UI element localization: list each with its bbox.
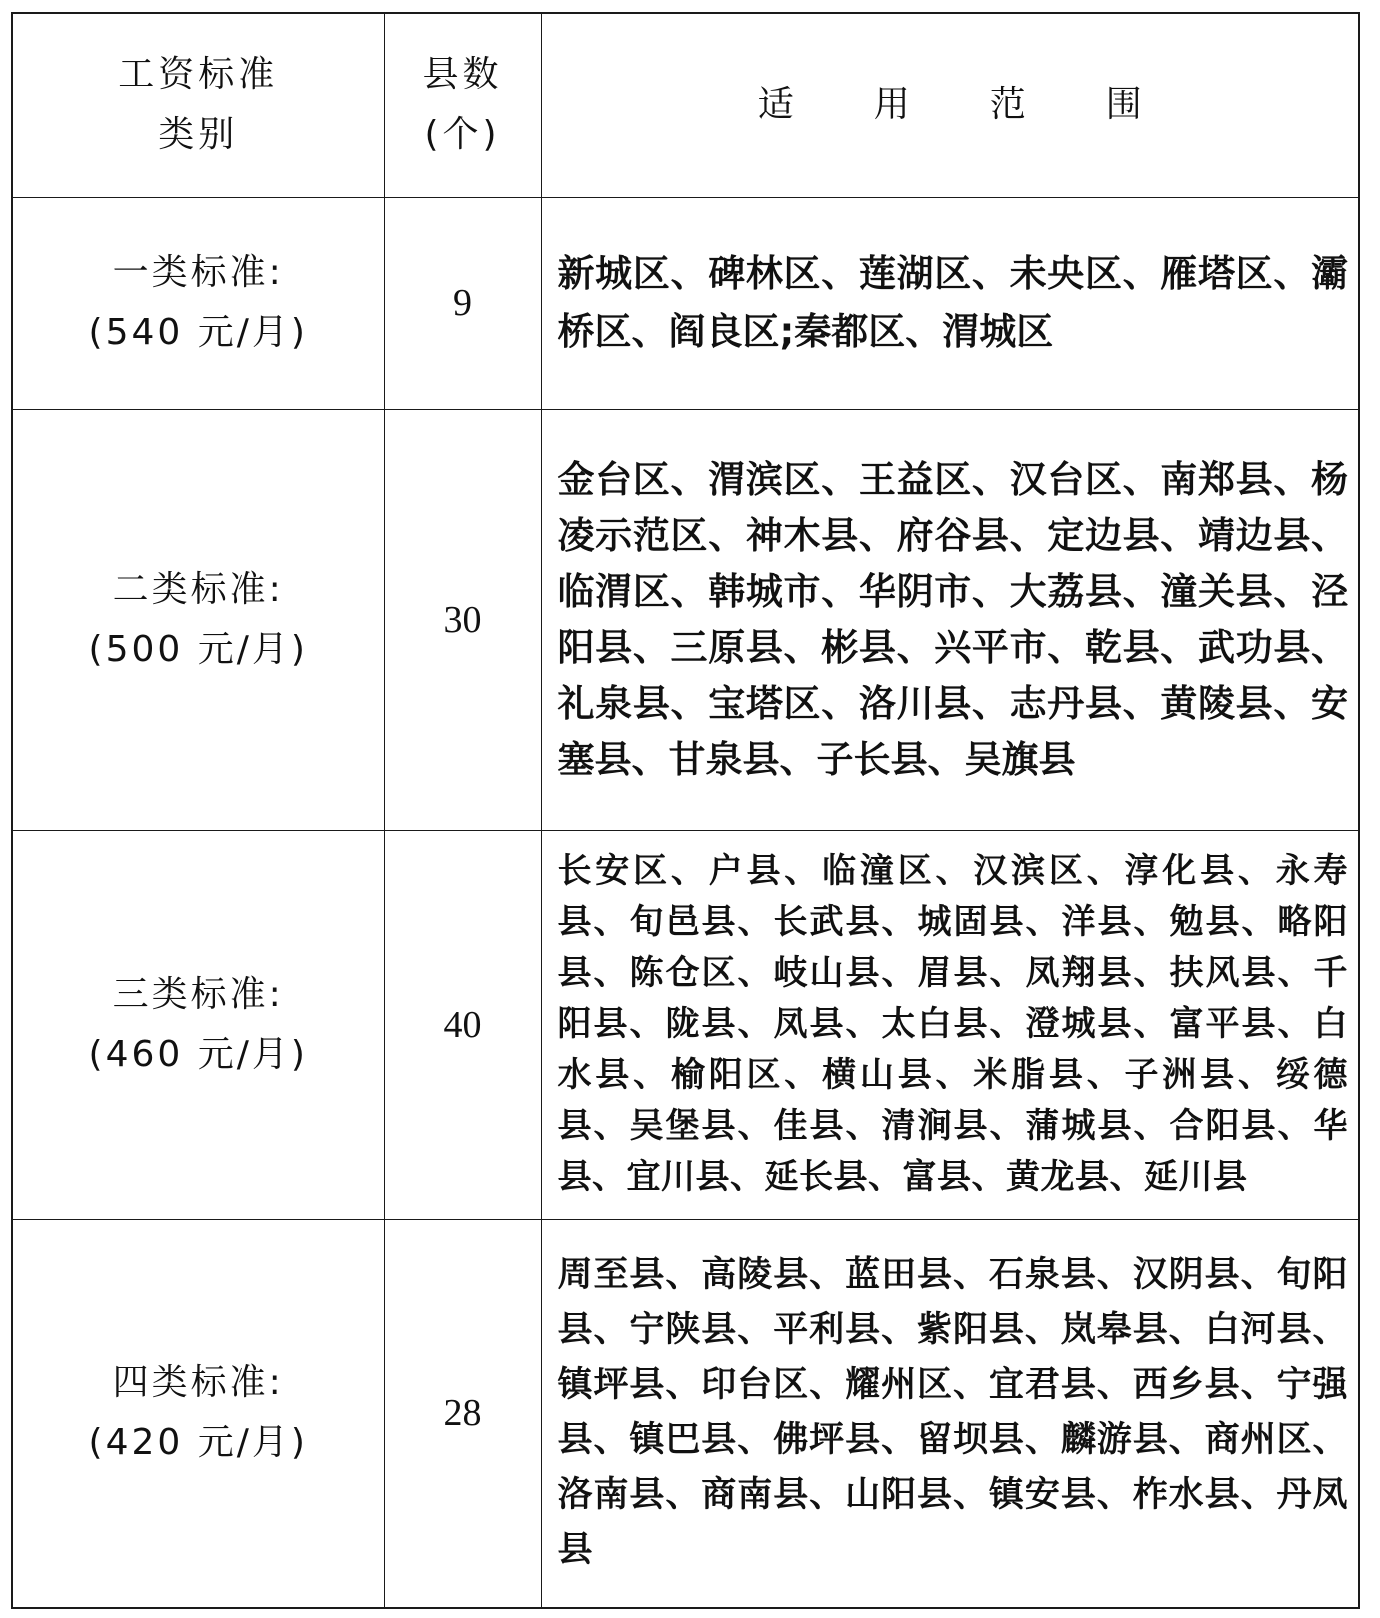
table-row	[13, 830, 1358, 1219]
category-name: 一类标准:	[112, 252, 284, 293]
category-cell	[13, 409, 384, 830]
category-name: 四类标准:	[112, 1362, 284, 1404]
category-name: 三类标准:	[112, 973, 284, 1015]
table-row	[13, 197, 1358, 409]
category-name: 二类标准:	[112, 568, 284, 610]
header-count-line2: (个)	[424, 114, 501, 156]
scope-list: 金台区、渭滨区、王益区、汉台区、南郑县、杨凌示范区、神木县、府谷县、定边县、靖边县、临渭区、韩城市、华阴市、大荔县、潼关县、泾阳县、三原县、彬县、兴平市、乾县、武功县、礼泉县、宝塔区、洛川县、志丹县、黄陵县、安塞县、甘泉县、子长县、吴旗县	[541, 409, 1358, 830]
header-category-line1: 工资标准	[118, 54, 279, 96]
category-amount: (540 元/月)	[88, 312, 308, 353]
header-scope-char: 围	[1105, 84, 1142, 126]
county-count: 28	[384, 1219, 541, 1607]
wage-standard-table-frame	[11, 12, 1360, 1609]
scope-list: 长安区、户县、临潼区、汉滨区、淳化县、永寿县、旬邑县、长武县、城固县、洋县、勉县、略阳县、陈仓区、岐山县、眉县、凤翔县、扶风县、千阳县、陇县、凤县、太白县、澄城县、富平县、白水县、榆阳区、横山县、米脂县、子洲县、绥德县、吴堡县、佳县、清涧县、蒲城县、合阳县、华县、宜川县、延长县、富县、黄龙县、延川县	[541, 830, 1358, 1219]
header-scope-char: 适	[757, 84, 794, 126]
county-count: 40	[384, 830, 541, 1219]
header-count-line1: 县数	[422, 54, 503, 96]
scope-list: 周至县、高陵县、蓝田县、石泉县、汉阴县、旬阳县、宁陕县、平利县、紫阳县、岚皋县、白河县、镇坪县、印台区、耀州区、宜君县、西乡县、宁强县、镇巴县、佛坪县、留坝县、麟游县、商州区、洛南县、商南县、山阳县、镇安县、柞水县、丹凤县	[541, 1219, 1358, 1607]
header-count	[384, 14, 541, 197]
header-scope-char: 范	[989, 84, 1026, 126]
header-scope-char: 用	[873, 84, 910, 126]
category-cell	[13, 830, 384, 1219]
category-cell	[13, 197, 384, 409]
wage-standard-table	[13, 14, 1358, 1607]
scope-list: 新城区、碑林区、莲湖区、未央区、雁塔区、灞桥区、阎良区;秦都区、渭城区	[541, 197, 1358, 409]
category-amount: (420 元/月)	[88, 1422, 308, 1464]
header-category-line2: 类别	[158, 114, 239, 156]
category-amount: (500 元/月)	[88, 628, 308, 670]
header-scope	[541, 14, 1358, 197]
table-row	[13, 409, 1358, 830]
county-count: 30	[384, 409, 541, 830]
county-count: 9	[384, 197, 541, 409]
table-row	[13, 1219, 1358, 1607]
table-header-row	[13, 14, 1358, 197]
category-cell	[13, 1219, 384, 1607]
header-category	[13, 14, 384, 197]
category-amount: (460 元/月)	[88, 1033, 308, 1075]
